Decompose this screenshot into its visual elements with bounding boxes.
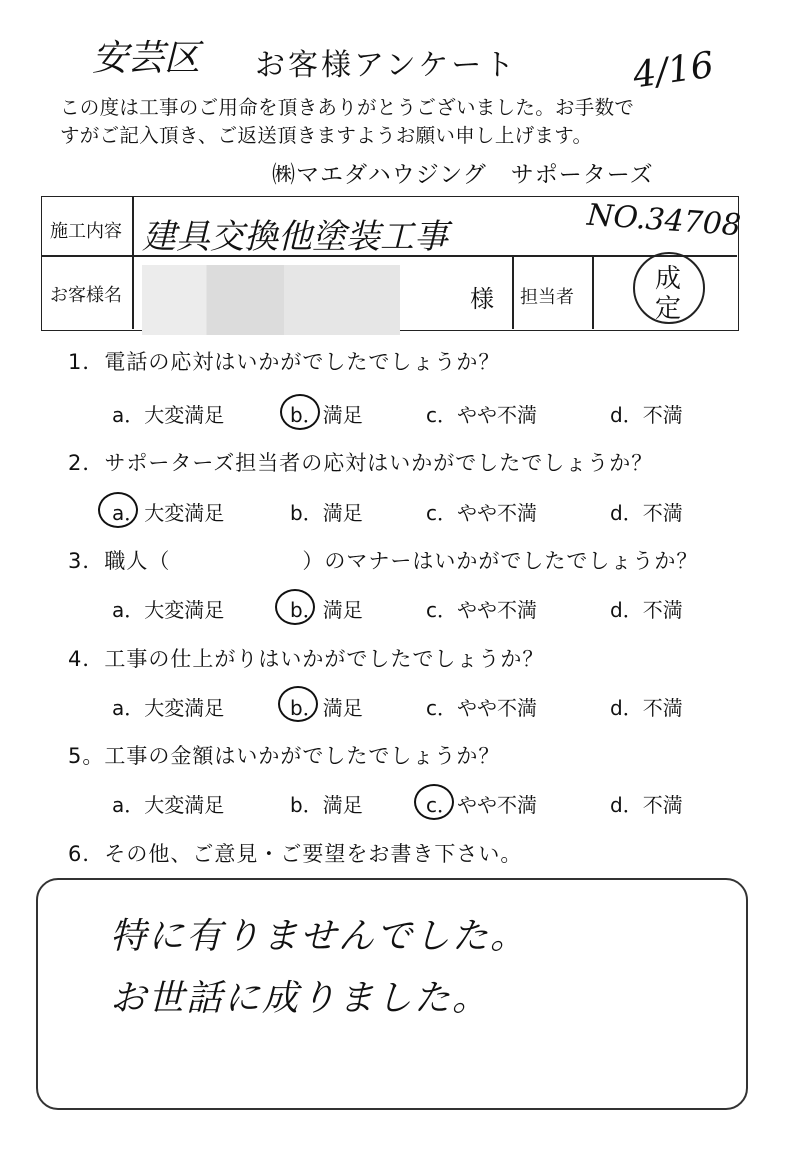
q1-option-b[interactable]: b．満足 bbox=[290, 403, 363, 427]
question-2: 2．サポーターズ担当者の応対はいかがでしたでしょうか？ bbox=[68, 451, 654, 475]
question-5: 5。工事の金額はいかがでしたでしょうか？ bbox=[68, 744, 501, 768]
q4-option-b[interactable]: b．満足 bbox=[290, 696, 363, 720]
q5-option-b[interactable]: b．満足 bbox=[290, 793, 363, 817]
info-table bbox=[41, 196, 743, 331]
q3-option-c[interactable]: c．やや不満 bbox=[426, 598, 537, 622]
header bbox=[0, 0, 785, 195]
comment-box[interactable] bbox=[36, 878, 748, 1110]
q1-option-c[interactable]: c．やや不満 bbox=[426, 403, 537, 427]
company-name: ㈱マエダハウジング サポーターズ bbox=[272, 162, 654, 188]
honorific-sama: 様 bbox=[470, 285, 494, 313]
intro-line-2: すがご記入頂き、ご返送頂きますようお願い申し上げます。 bbox=[60, 124, 593, 147]
handwritten-date: 4/16 bbox=[630, 44, 717, 97]
comment-line-1: 特に有りませんでした。 bbox=[110, 916, 529, 957]
q2-option-d[interactable]: d．不満 bbox=[610, 501, 683, 525]
q5-selected-circle bbox=[414, 784, 454, 820]
q3-option-b[interactable]: b．満足 bbox=[290, 598, 363, 622]
q2-option-b[interactable]: b．満足 bbox=[290, 501, 363, 525]
q4-option-a[interactable]: a．大変満足 bbox=[112, 696, 225, 720]
staff-label: 担当者 bbox=[520, 287, 574, 308]
redacted-customer-name bbox=[142, 265, 400, 335]
intro-line-1: この度は工事のご用命を頂きありがとうございました。お手数で bbox=[60, 96, 635, 119]
comment-line-2: お世話に成りました。 bbox=[110, 978, 491, 1019]
q2-option-c[interactable]: c．やや不満 bbox=[426, 501, 537, 525]
q3-selected-circle bbox=[275, 589, 315, 625]
q3-option-a[interactable]: a．大変満足 bbox=[112, 598, 225, 622]
question-1: 1．電話の応対はいかがでしたでしょうか？ bbox=[68, 350, 501, 374]
q2-option-a[interactable]: a．大変満足 bbox=[112, 501, 225, 525]
staff-seal bbox=[633, 252, 705, 324]
q5-option-a[interactable]: a．大変満足 bbox=[112, 793, 225, 817]
q5-option-c[interactable]: c．やや不満 bbox=[426, 793, 537, 817]
survey-title: お客様アンケート bbox=[255, 48, 518, 83]
work-content-value: 建具交換他塗装工事 bbox=[142, 217, 448, 257]
q4-option-d[interactable]: d．不満 bbox=[610, 696, 683, 720]
work-content-label: 施工内容 bbox=[50, 221, 122, 242]
q1-option-d[interactable]: d．不満 bbox=[610, 403, 683, 427]
work-number: NO.34708 bbox=[585, 197, 743, 244]
q5-option-d[interactable]: d．不満 bbox=[610, 793, 683, 817]
customer-name-label: お客様名 bbox=[50, 285, 122, 306]
q1-option-a[interactable]: a．大変満足 bbox=[112, 403, 225, 427]
q2-selected-circle bbox=[98, 492, 138, 528]
question-4: 4．工事の仕上がりはいかがでしたでしょうか？ bbox=[68, 647, 545, 671]
question-3: 3．職人（ ）のマナーはいかがでしたでしょうか？ bbox=[68, 549, 699, 573]
handwritten-area-name: 安芸区 bbox=[92, 38, 201, 79]
q3-option-d[interactable]: d．不満 bbox=[610, 598, 683, 622]
staff-seal-top: 成 bbox=[655, 264, 682, 294]
q4-option-c[interactable]: c．やや不満 bbox=[426, 696, 537, 720]
q1-selected-circle bbox=[280, 394, 320, 430]
q4-selected-circle bbox=[278, 686, 318, 722]
staff-seal-bottom: 定 bbox=[655, 294, 682, 324]
question-6: 6．その他、ご意見・ご要望をお書き下さい。 bbox=[68, 842, 523, 866]
